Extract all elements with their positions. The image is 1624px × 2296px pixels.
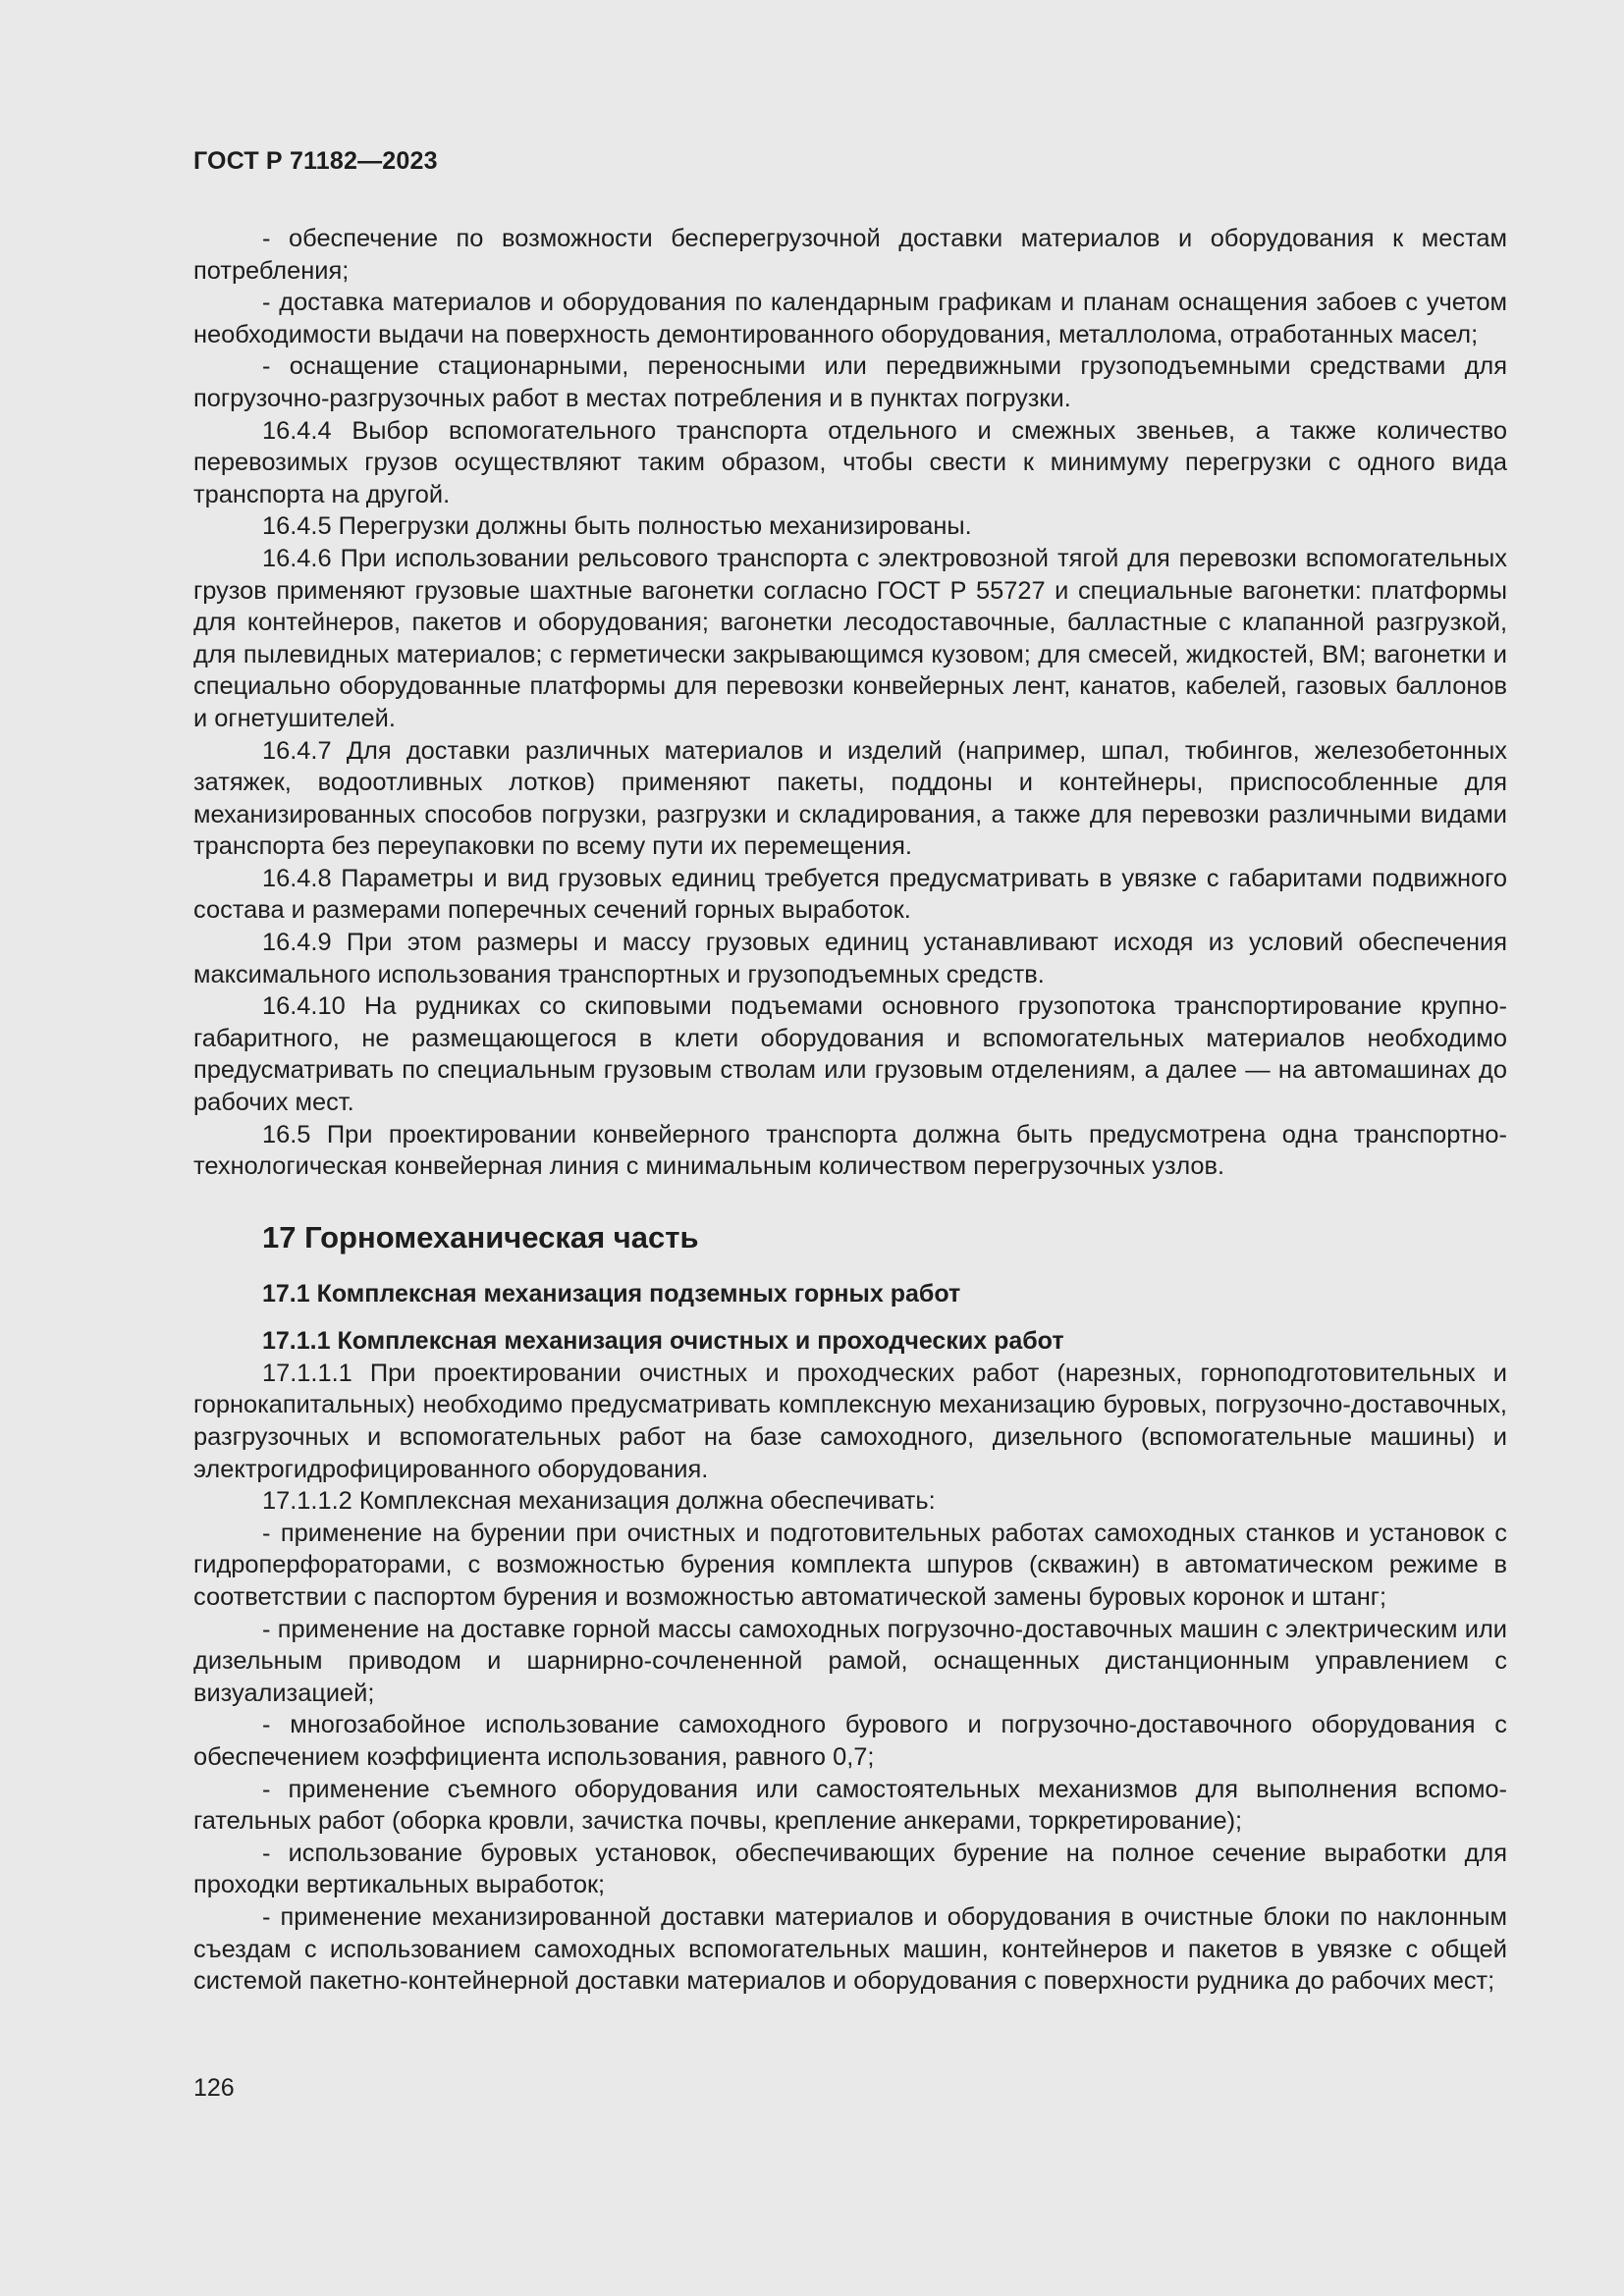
paragraph-17-1-1-1: 17.1.1.1 При проектировании очистных и проходческих работ (нарезных, горноподготовительных и горнокапитальных) необходимо предусматривать комплексную механизацию буровых, погрузочно-доставочных, разгрузочных и вспомогательных работ на базе самоходного, дизельного (вспомогательные машины) и электрогидрофицированного оборудования. [193,1359,1507,1483]
paragraph-16-4-6: 16.4.6 При использовании рельсового транспорта с электровозной тягой для перевозки вспомогательных грузов применяют грузовые шахтные вагонетки согласно ГОСТ Р 55727 и специальные вагонетки: платформы для контейнеров, пакетов и оборудования; вагонетки лесодоставочные, балластные с клапанной разгрузкой, для пылевидных материалов; с герметически закрывающимся кузовом; для смесей, жидкостей, ВМ; вагонетки и специально оборудованные платформы для перевозки конвейерных лент, канатов, кабелей, газовых баллонов и огнетушителей. [193,544,1507,732]
page-number: 126 [193,2074,235,2102]
paragraph-bullet-vertical: - использование буровых установок, обеспечивающих бурение на полное сечение выработки для проходки вертикальных выработок; [193,1839,1507,1899]
document-header: ГОСТ Р 71182—2023 [193,147,438,175]
paragraph-bullet-mechanized-delivery: - применение механизированной доставки материалов и оборудования в очистные блоки по наклонным съездам с использованием самоходных вспомогательных машин, контейнеров и пакетов в увязке с общей системой пакетно-контейнерной доставки материалов и оборудования с поверхности рудника до рабочих мест; [193,1902,1507,1996]
paragraph-bullet-schedules: - доставка материалов и оборудования по календарным графикам и планам оснащения забоев с учетом необходимости выдачи на поверхность демонтированного оборудования, металлолома, отработанных масел; [193,289,1507,348]
document-body [193,223,1507,1998]
paragraph-16-4-10: 16.4.10 На рудниках со скиповыми подъемами основного грузопотока транспортирование крупногабаритного, не размещающегося в клети оборудования и вспомогательных материалов необходимо предусматривать по специальным грузовым стволам или грузовым отделениям, а далее — на автомашинах до рабочих мест. [193,992,1507,1117]
paragraph-bullet-lifting: - оснащение стационарными, переносными или передвижными грузоподъемными средствами для погрузочно-разгрузочных работ в местах потребления и в пунктах погрузки. [193,352,1507,412]
paragraph-16-4-5: 16.4.5 Перегрузки должны быть полностью механизированы. [262,512,972,541]
paragraph-17-1-1-2: 17.1.1.2 Комплексная механизация должна обеспечивать: [262,1487,936,1516]
paragraph-16-4-8: 16.4.8 Параметры и вид грузовых единиц требуется предусматривать в увязке с габаритами подвижного состава и размерами поперечных сечений горных выработок. [193,864,1507,925]
section-17-1-heading: 17.1 Комплексная механизация подземных горных работ [262,1279,961,1308]
section-17-heading: 17 Горномеханическая часть [262,1219,699,1255]
paragraph-bullet-multiface: - многозабойное использование самоходного бурового и погрузочно-доставочного оборудования с обеспечением коэффициента использования, равного 0,7; [193,1711,1507,1771]
paragraph-16-5: 16.5 При проектировании конвейерного транспорта должна быть предусмотрена одна транспортно-технологическая конвейерная линия с минимальным количеством перегрузочных узлов. [193,1120,1507,1181]
paragraph-bullet-auxiliary: - применение съемного оборудования или самостоятельных механизмов для выполнения вспомогательных работ (оборка кровли, зачистка почвы, крепление анкерами, торкретирование); [193,1775,1507,1836]
paragraph-bullet-drilling: - применение на бурении при очистных и подготовительных работах самоходных станков и установок с гидроперфораторами, с возможностью бурения комплекта шпуров (скважин) в автоматическом режиме в соответствии с паспортом бурения и возможностью автоматической замены буровых коронок и штанг; [193,1519,1507,1611]
paragraph-16-4-4: 16.4.4 Выбор вспомогательного транспорта отдельного и смежных звеньев, а также количество перевозимых грузов осуществляют таким образом, чтобы свести к минимуму перегрузки с одного вида транспорта на другой. [193,416,1507,508]
paragraph-bullet-delivery: - обеспечение по возможности бесперегрузочной доставки материалов и оборудования к местам потребления; [193,225,1507,285]
paragraph-16-4-7: 16.4.7 Для доставки различных материалов и изделий (например, шпал, тюбингов, железобетонных затяжек, водоотливных лотков) применяют пакеты, поддоны и контейнеры, приспособленные для механизированных способов погрузки, разгрузки и складирования, а также для перевозки различными видами транспорта без переупаковки по всему пути их перемещения. [193,736,1507,861]
paragraph-bullet-loading: - применение на доставке горной массы самоходных погрузочно-доставочных машин с электрическим или дизельным приводом и шарнирно-сочлененной рамой, оснащенных дистанционным управлением с визуализацией; [193,1615,1507,1707]
section-17-1-1-heading: 17.1.1 Комплексная механизация очистных и проходческих работ [262,1326,1064,1355]
paragraph-16-4-9: 16.4.9 При этом размеры и массу грузовых единиц устанавливают исходя из условий обеспечения максимального использования транспортных и грузоподъемных средств. [193,929,1507,988]
